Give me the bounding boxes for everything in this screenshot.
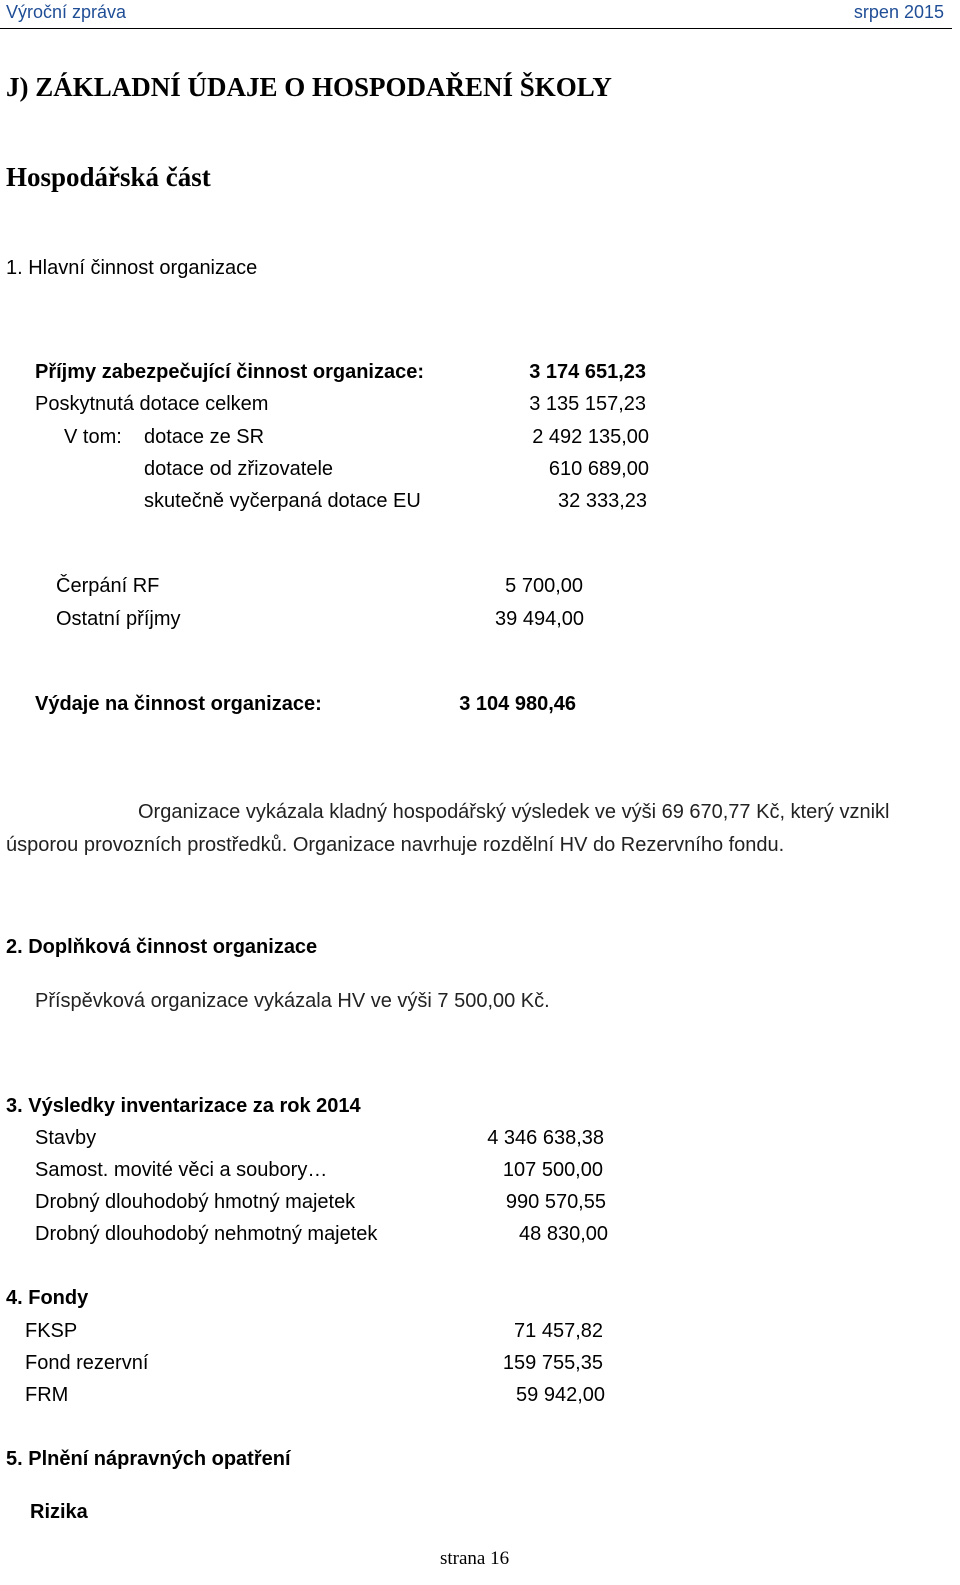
header-doc-title: Výroční zpráva [6,2,127,22]
page-title: J) ZÁKLADNÍ ÚDAJE O HOSPODAŘENÍ ŠKOLY [6,72,612,102]
fund-row-value: 71 457,82 [514,1320,603,1342]
inventory-row-value: 48 830,00 [519,1223,608,1245]
subsidy-total-value: 3 135 157,23 [529,393,646,415]
fund-row-label: Fond rezervní [25,1352,149,1374]
inventory-row-label: Drobný dlouhodobý nehmotný majetek [35,1223,378,1245]
subsidy-total-label: Poskytnutá dotace celkem [35,393,269,415]
inventory-row-label: Drobný dlouhodobý hmotný majetek [35,1191,356,1213]
subsidy-founder-label: dotace od zřizovatele [144,458,334,480]
rf-drawdown-value: 5 700,00 [505,575,583,597]
subsidy-sr-label: dotace ze SR [144,426,265,448]
subsidy-founder-value: 610 689,00 [548,458,649,480]
section5-heading: 5. Plnění nápravných opatření [6,1448,291,1470]
section1-heading: 1. Hlavní činnost organizace [6,257,258,279]
income-total-label: Příjmy zabezpečující činnost organizace: [35,361,425,383]
header-date: srpen 2015 [853,2,944,22]
inventory-row-value: 990 570,55 [505,1191,606,1213]
section2-text: Příspěvková organizace vykázala HV ve výši 7 500,00 Kč. [35,990,550,1012]
income-total-value: 3 174 651,23 [529,361,646,383]
page-number: strana 16 [440,1548,510,1569]
expenses-label: Výdaje na činnost organizace: [35,693,322,715]
expenses-value: 3 104 980,46 [459,693,576,715]
section3-heading: 3. Výsledky inventarizace za rok 2014 [6,1095,361,1117]
inventory-row-value: 107 500,00 [502,1159,603,1181]
subsidy-eu-value: 32 333,23 [558,490,647,512]
other-income-label: Ostatní příjmy [56,608,181,630]
fund-row-value: 59 942,00 [516,1384,605,1406]
result-paragraph: Organizace vykázala kladný hospodářský výsledek ve výši 69 670,77 Kč, který vznikl úsporou provozních prostředků. Organizace navrhuje rozdělní HV do Rezervního fondu. [6,801,890,856]
rf-drawdown-label: Čerpání RF [56,575,160,597]
inventory-row-label: Stavby [35,1127,97,1149]
fund-row-value: 159 755,35 [502,1352,603,1374]
subsidy-sr-value: 2 492 135,00 [532,426,649,448]
section4-heading: 4. Fondy [6,1287,89,1309]
subsidy-eu-label: skutečně vyčerpaná dotace EU [144,490,421,512]
section5-subheading: Rizika [30,1501,88,1523]
section2-heading: 2. Doplňková činnost organizace [6,936,318,958]
inventory-row-value: 4 346 638,38 [487,1127,604,1149]
fund-row-label: FKSP [25,1320,78,1342]
page-subtitle: Hospodářská část [6,162,211,192]
inventory-row-label: Samost. movité věci a soubory… [35,1159,328,1181]
page-header [0,0,952,29]
subsidy-breakdown-prefix: V tom: [64,426,122,448]
other-income-value: 39 494,00 [495,608,584,630]
fund-row-label: FRM [25,1384,69,1406]
